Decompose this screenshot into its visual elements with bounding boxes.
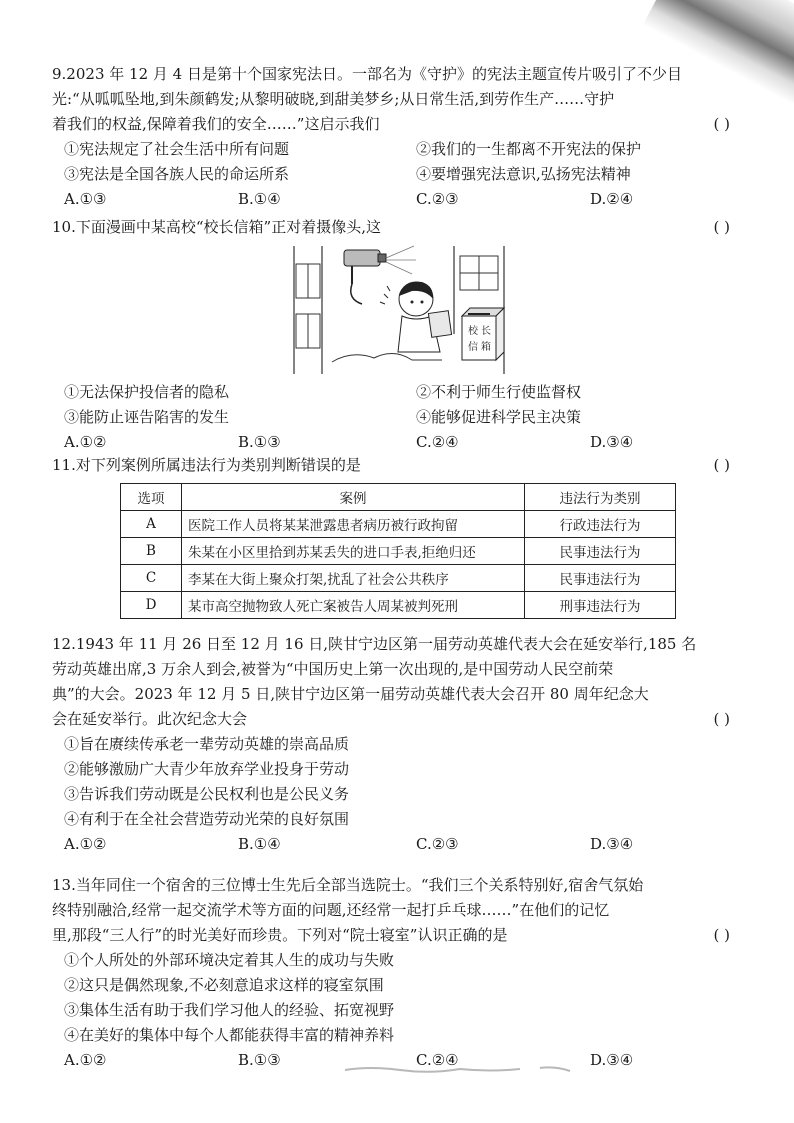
q9-option-1[interactable]: ①宪法规定了社会生活中所有问题 bbox=[64, 140, 290, 158]
q9-stem-line-3-text: 着我们的权益,保障着我们的安全……”这启示我们 bbox=[52, 115, 380, 133]
row-b-category: 民事违法行为 bbox=[525, 538, 676, 565]
q12-option-1[interactable]: ①旨在赓续传承老一辈劳动英雄的崇高品质 bbox=[64, 735, 350, 753]
q10-answer-c[interactable]: C.②④ bbox=[416, 433, 459, 451]
q12-stem-line-1: 12.1943 年 11 月 26 日至 12 月 16 日,陕甘宁边区第一届劳动英雄代表大会在延安举行,185 名 bbox=[52, 635, 697, 653]
q9-answer-c[interactable]: C.②③ bbox=[416, 190, 459, 208]
mailbox-char-2: 长 bbox=[481, 326, 491, 337]
q12-option-3[interactable]: ③告诉我们劳动既是公民权利也是公民义务 bbox=[64, 785, 350, 803]
q13-option-4[interactable]: ④在美好的集体中每个人都能获得丰富的精神养料 bbox=[64, 1026, 395, 1044]
table-row bbox=[121, 511, 676, 538]
person-figure bbox=[380, 282, 452, 352]
q9-answer-d[interactable]: D.②④ bbox=[590, 190, 634, 208]
question-11 bbox=[52, 453, 752, 478]
question-10-options bbox=[52, 380, 752, 455]
mailbox-label-part-3 bbox=[468, 340, 478, 353]
row-a-category: 行政违法行为 bbox=[525, 511, 676, 538]
q12-stem-line-4 bbox=[52, 707, 752, 732]
q13-option-1[interactable]: ①个人所处的外部环境决定着其人生的成功与失败 bbox=[64, 951, 395, 969]
row-d-category: 刑事违法行为 bbox=[525, 592, 676, 619]
q9-option-4[interactable]: ④要增强宪法意识,弘扬宪法精神 bbox=[416, 165, 631, 183]
q12-option-4[interactable]: ④有利于在全社会营造劳动光荣的良好氛围 bbox=[64, 810, 350, 828]
footer-smudge-mark bbox=[340, 1062, 580, 1076]
q10-option-1[interactable]: ①无法保护投信者的隐私 bbox=[64, 383, 230, 401]
q12-stem-line-4-text: 会在延安举行。此次纪念大会 bbox=[52, 710, 248, 728]
mailbox-char-4: 箱 bbox=[481, 342, 491, 353]
mailbox-label-part-1 bbox=[468, 324, 479, 337]
row-b-option: B bbox=[121, 538, 182, 565]
q9-stem-line-3 bbox=[52, 112, 752, 137]
cartoon-mailbox-camera bbox=[292, 244, 507, 376]
q9-answer-a[interactable]: A.①③ bbox=[64, 190, 107, 208]
q13-answer-c[interactable]: C.②④ bbox=[416, 1051, 459, 1069]
header-case: 案例 bbox=[182, 484, 525, 511]
q13-stem-line-2: 终特别融洽,经常一起交流学术等方面的问题,还经常一起打乒乓球……”在他们的记忆 bbox=[52, 901, 610, 919]
q9-stem-line-1: 9.2023 年 12 月 4 日是第十个国家宪法日。一部名为《守护》的宪法主题宣传片吸引了不少目 bbox=[52, 65, 682, 83]
q13-stem-line-3 bbox=[52, 923, 752, 948]
q9-answer-bracket: ( ) bbox=[713, 115, 730, 133]
q11-stem-line bbox=[52, 453, 752, 478]
row-d-option: D bbox=[121, 592, 182, 619]
mailbox-char-1: 校 bbox=[468, 326, 478, 337]
q11-answer-bracket: ( ) bbox=[713, 456, 730, 474]
q9-option-2[interactable]: ②我们的一生都离不开宪法的保护 bbox=[416, 140, 642, 158]
q13-stem-line-3-text: 里,那段“三人行”的时光美好而珍贵。下列对“院士寝室”认识正确的是 bbox=[52, 926, 508, 944]
row-b-case: 朱某在小区里拾到苏某丢失的进口手表,拒绝归还 bbox=[182, 538, 525, 565]
q12-option-2[interactable]: ②能够激励广大青少年放弃学业投身于劳动 bbox=[64, 760, 350, 778]
q11-stem-text: 11.对下列案例所属违法行为类别判断错误的是 bbox=[52, 456, 361, 474]
question-12 bbox=[52, 632, 752, 857]
q9-options-row-2 bbox=[52, 162, 752, 187]
q10-option-2[interactable]: ②不利于师生行使监督权 bbox=[416, 383, 582, 401]
row-c-category: 民事违法行为 bbox=[525, 565, 676, 592]
q13-answer-a[interactable]: A.①② bbox=[64, 1051, 107, 1069]
mailbox-label-part-2 bbox=[481, 325, 491, 337]
q13-option-3[interactable]: ③集体生活有助于我们学习他人的经验、拓宽视野 bbox=[64, 1001, 395, 1019]
q10-stem-line bbox=[52, 215, 752, 240]
q13-option-2[interactable]: ②这只是偶然现象,不必刻意追求这样的寝室氛围 bbox=[64, 976, 384, 994]
mailbox-char-3: 信 bbox=[468, 342, 478, 353]
table-header-row bbox=[121, 484, 676, 511]
q9-option-3[interactable]: ③宪法是全国各族人民的命运所系 bbox=[64, 165, 290, 183]
q10-option-4[interactable]: ④能够促进科学民主决策 bbox=[416, 408, 582, 426]
q12-stem-line-2: 劳动英雄出席,3 万余人到会,被誉为“中国历史上第一次出现的,是中国劳动人民空前荣 bbox=[52, 660, 614, 678]
q12-answers-row bbox=[52, 832, 752, 857]
q10-answer-bracket: ( ) bbox=[713, 218, 730, 236]
q10-options-row-1 bbox=[52, 380, 752, 405]
table-row bbox=[121, 565, 676, 592]
table-row bbox=[121, 592, 676, 619]
q10-answer-a[interactable]: A.①② bbox=[64, 433, 107, 451]
q9-answers-row bbox=[52, 187, 752, 212]
q12-answer-a[interactable]: A.①② bbox=[64, 835, 107, 853]
q9-stem-line-2: 光:“从呱呱坠地,到朱颜鹤发;从黎明破晓,到甜美梦乡;从日常生活,到劳作生产……守护 bbox=[52, 90, 615, 108]
row-c-option: C bbox=[121, 565, 182, 592]
q9-answer-b[interactable]: B.①④ bbox=[238, 190, 281, 208]
row-a-case: 医院工作人员将某某泄露患者病历被行政拘留 bbox=[182, 511, 525, 538]
q10-options-row-2 bbox=[52, 405, 752, 430]
q13-stem-line-1: 13.当年同住一个宿舍的三位博士生先后全部当选院士。“我们三个关系特别好,宿舍气氛始 bbox=[52, 876, 644, 894]
question-10 bbox=[52, 215, 752, 240]
header-category: 违法行为类别 bbox=[525, 484, 676, 511]
q10-answer-b[interactable]: B.①③ bbox=[238, 433, 281, 451]
question-9 bbox=[52, 62, 752, 212]
row-a-option: A bbox=[121, 511, 182, 538]
q10-stem-text: 10.下面漫画中某高校“校长信箱”正对着摄像头,这 bbox=[52, 218, 381, 236]
q12-answer-c[interactable]: C.②③ bbox=[416, 835, 459, 853]
q9-options-row-1 bbox=[52, 137, 752, 162]
q12-answer-bracket: ( ) bbox=[713, 710, 730, 728]
q12-answer-b[interactable]: B.①④ bbox=[238, 835, 281, 853]
q12-answer-d[interactable]: D.③④ bbox=[590, 835, 634, 853]
q12-stem-line-3: 典”的大会。2023 年 12 月 5 日,陕甘宁边区第一届劳动英雄代表大会召开 80 周年纪念大 bbox=[52, 685, 649, 703]
row-c-case: 李某在大街上聚众打架,扰乱了社会公共秩序 bbox=[182, 565, 525, 592]
mailbox-label-part-4 bbox=[481, 340, 491, 353]
header-option: 选项 bbox=[121, 484, 182, 511]
q10-answer-d[interactable]: D.③④ bbox=[590, 433, 634, 451]
q10-answers-row bbox=[52, 430, 752, 455]
row-d-case: 某市高空抛物致人死亡案被告人周某被判死刑 bbox=[182, 592, 525, 619]
q10-option-3[interactable]: ③能防止诬告陷害的发生 bbox=[64, 408, 230, 426]
q11-case-table bbox=[120, 483, 676, 619]
q13-answer-b[interactable]: B.①③ bbox=[238, 1051, 281, 1069]
q13-answer-bracket: ( ) bbox=[713, 926, 730, 944]
table-row bbox=[121, 538, 676, 565]
question-13 bbox=[52, 873, 752, 1073]
q13-answer-d[interactable]: D.③④ bbox=[590, 1051, 634, 1069]
